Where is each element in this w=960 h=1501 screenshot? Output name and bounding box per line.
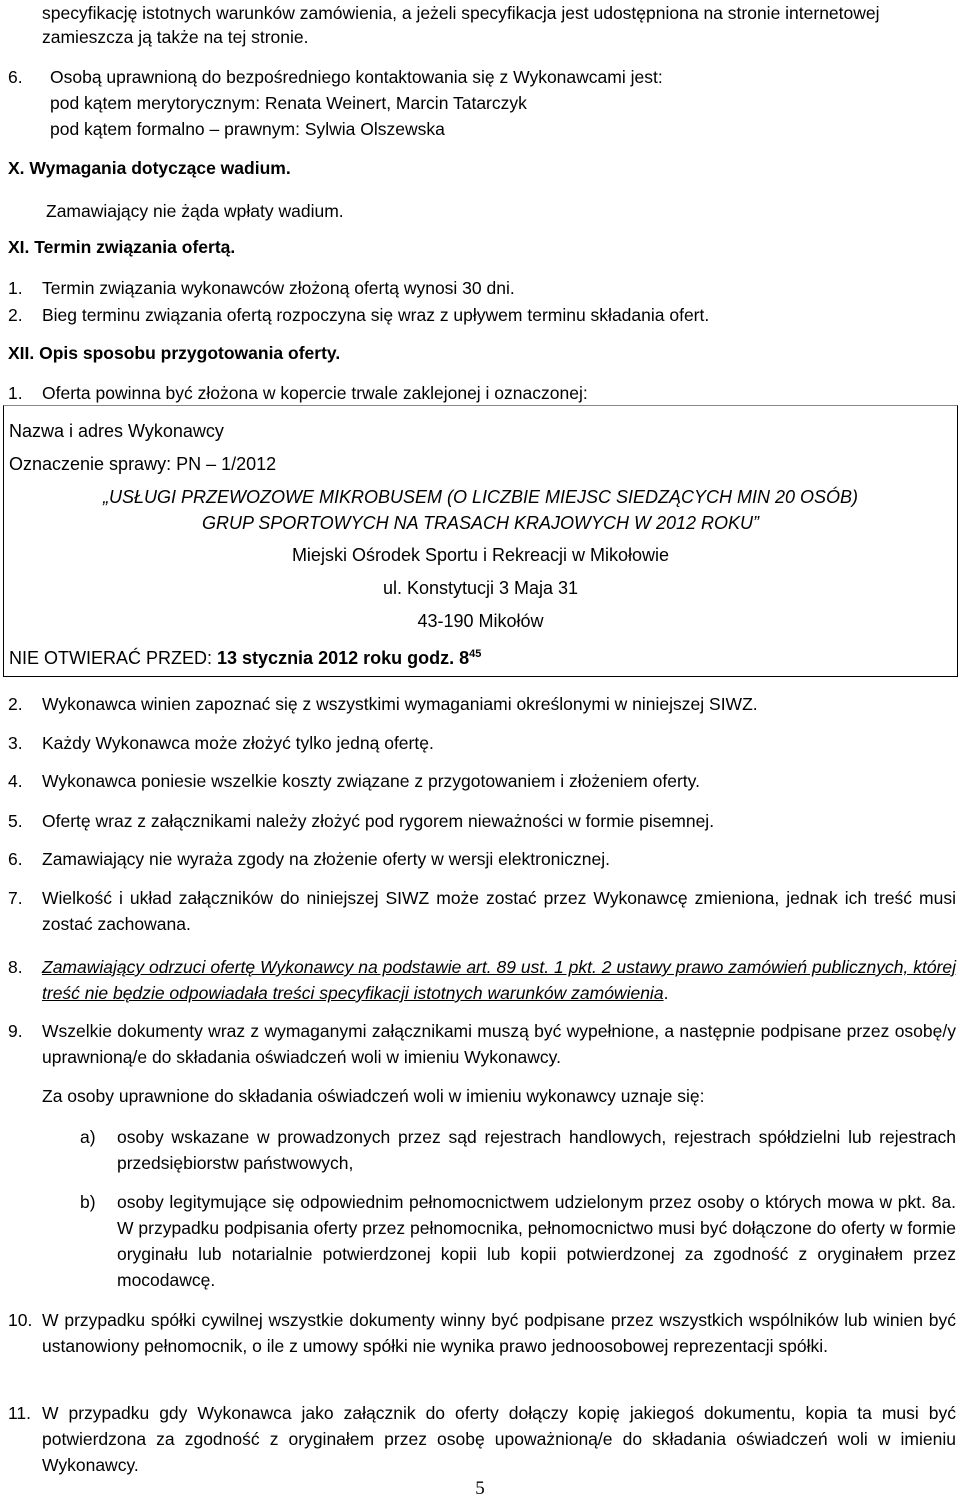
item-10-text: W przypadku spółki cywilnej wszystkie dokumenty winny być podpisane przez wszystkich wspólników lub winien być ustanowiony pełnomocnik, o ile z umowy spółki nie wynika prawo jednoosobowej reprezentacji spółki.	[42, 1310, 956, 1356]
item-9b-letter: b)	[80, 1192, 96, 1212]
item-9-note: Za osoby uprawnione do składania oświadczeń woli w imieniu wykonawcy uznaje się:	[42, 1086, 705, 1106]
continuation-line-1: specyfikację istotnych warunków zamówienia, a jeżeli specyfikacja jest udostępniona na stronie internetowej	[42, 3, 880, 23]
item-9-text: Wszelkie dokumenty wraz z wymaganymi załącznikami muszą być wypełnione, a następnie podpisane przez osobę/y uprawnioną/e do składania oświadczeń woli w imieniu Wykonawcy.	[42, 1021, 956, 1067]
item-8-text	[42, 954, 956, 1006]
item-6b-text: Zamawiający nie wyraża zgody na złożenie oferty w wersji elektronicznej.	[42, 849, 611, 869]
item-6-line-3: pod kątem formalno – prawnym: Sylwia Olszewska	[50, 119, 445, 139]
section-xi-heading: XI. Termin związania ofertą.	[8, 237, 236, 257]
item-8-number: 8.	[8, 957, 23, 977]
item-4-text: Wykonawca poniesie wszelkie koszty związane z przygotowaniem i złożeniem oferty.	[42, 771, 700, 791]
item-6-line-2: pod kątem merytorycznym: Renata Weinert, Marcin Tatarczyk	[50, 93, 527, 113]
section-xii-item-1-number: 1.	[8, 383, 23, 403]
envelope-address-line-3: 43-190 Mikołów	[417, 611, 544, 631]
item-10-number: 10.	[8, 1310, 33, 1330]
item-5-number: 5.	[8, 811, 23, 831]
item-2-text: Wykonawca winien zapoznać się z wszystkimi wymaganiami określonymi w niniejszej SIWZ.	[42, 694, 758, 714]
section-xii-item-1-text: Oferta powinna być złożona w kopercie trwale zaklejonej i oznaczonej:	[42, 383, 588, 403]
item-3-number: 3.	[8, 733, 23, 753]
item-8-end: .	[663, 983, 669, 1003]
envelope-case-reference: Oznaczenie sprawy: PN – 1/2012	[9, 454, 277, 474]
item-5-text: Ofertę wraz z załącznikami należy złożyć pod rygorem nieważności w formie pisemnej.	[42, 811, 715, 831]
envelope-title-line-1: „USŁUGI PRZEWOZOWE MIKROBUSEM (O LICZBIE MIEJSC SIEDZĄCYCH MIN 20 OSÓB)	[102, 487, 859, 507]
item-6-number: 6.	[8, 67, 23, 87]
do-not-open-label: NIE OTWIERAĆ PRZED:	[9, 648, 218, 668]
page-number: 5	[475, 1478, 485, 1499]
do-not-open-date: 13 stycznia 2012 roku godz. 8	[217, 648, 470, 668]
section-xii-heading: XII. Opis sposobu przygotowania oferty.	[8, 343, 341, 363]
item-9b-text: osoby legitymujące się odpowiednim pełnomocnictwem udzielonym przez osoby o których mowa w pkt. 8a. W przypadku podpisania oferty przez pełnomocnika, pełnomocnictwo musi być dołączone do oferty w formie oryginału lub notarialnie potwierdzonej kopii lub kopii potwierdzonej za zgodność z oryginałem przez mocodawcę.	[117, 1192, 956, 1290]
item-7-number: 7.	[8, 888, 23, 908]
section-xi-item-2-number: 2.	[8, 305, 23, 325]
item-6-line-1: Osobą uprawnioną do bezpośredniego kontaktowania się z Wykonawcami jest:	[50, 67, 663, 87]
item-3-text: Każdy Wykonawca może złożyć tylko jedną ofertę.	[42, 733, 434, 753]
envelope-address-line-2: ul. Konstytucji 3 Maja 31	[382, 578, 579, 598]
item-8-underlined-text: Zamawiający odrzuci ofertę Wykonawcy na podstawie art. 89 ust. 1 pkt. 2 ustawy prawo zamówień publicznych, której treść nie będzie odpowiadała treści specyfikacji istotnych warunków zamówienia	[42, 957, 956, 1003]
section-x-text: Zamawiający nie żąda wpłaty wadium.	[46, 201, 344, 221]
item-7-text: Wielkość i układ załączników do niniejszej SIWZ może zostać przez Wykonawcę zmieniona, jednak ich treść musi zostać zachowana.	[42, 888, 956, 934]
do-not-open-minutes: 45	[469, 648, 482, 660]
section-xi-item-2-text: Bieg terminu związania ofertą rozpoczyna się wraz z upływem terminu składania ofert.	[42, 305, 710, 325]
item-9a-text: osoby wskazane w prowadzonych przez sąd rejestrach handlowych, rejestrach spółdzielni lub rejestrach przedsiębiorstw państwowych,	[117, 1127, 956, 1173]
envelope-title-line-2: GRUP SPORTOWYCH NA TRASACH KRAJOWYCH W 2012 ROKU”	[201, 513, 760, 533]
item-6b-number: 6.	[8, 849, 23, 869]
item-11-text: W przypadku gdy Wykonawca jako załącznik do oferty dołączy kopię jakiegoś dokumentu, kopia ta musi być potwierdzona za zgodność z oryginałem przez osobę upoważnioną/e do składania oświadczeń woli w imieniu Wykonawcy.	[42, 1403, 956, 1475]
section-xi-item-1-number: 1.	[8, 278, 23, 298]
section-x-heading: X. Wymagania dotyczące wadium.	[8, 158, 291, 178]
envelope-address-line-1: Miejski Ośrodek Sportu i Rekreacji w Mikołowie	[291, 545, 670, 565]
item-11-number: 11.	[8, 1403, 32, 1423]
item-2-number: 2.	[8, 694, 23, 714]
item-9a-letter: a)	[80, 1127, 96, 1147]
envelope-contractor-name: Nazwa i adres Wykonawcy	[9, 421, 224, 441]
item-9-number: 9.	[8, 1021, 23, 1041]
envelope-label-box	[3, 405, 958, 677]
section-xi-item-1-text: Termin związania wykonawców złożoną ofertą wynosi 30 dni.	[42, 278, 515, 298]
envelope-do-not-open	[9, 641, 481, 671]
continuation-line-2: zamieszcza ją także na tej stronie.	[42, 27, 309, 47]
item-4-number: 4.	[8, 771, 23, 791]
